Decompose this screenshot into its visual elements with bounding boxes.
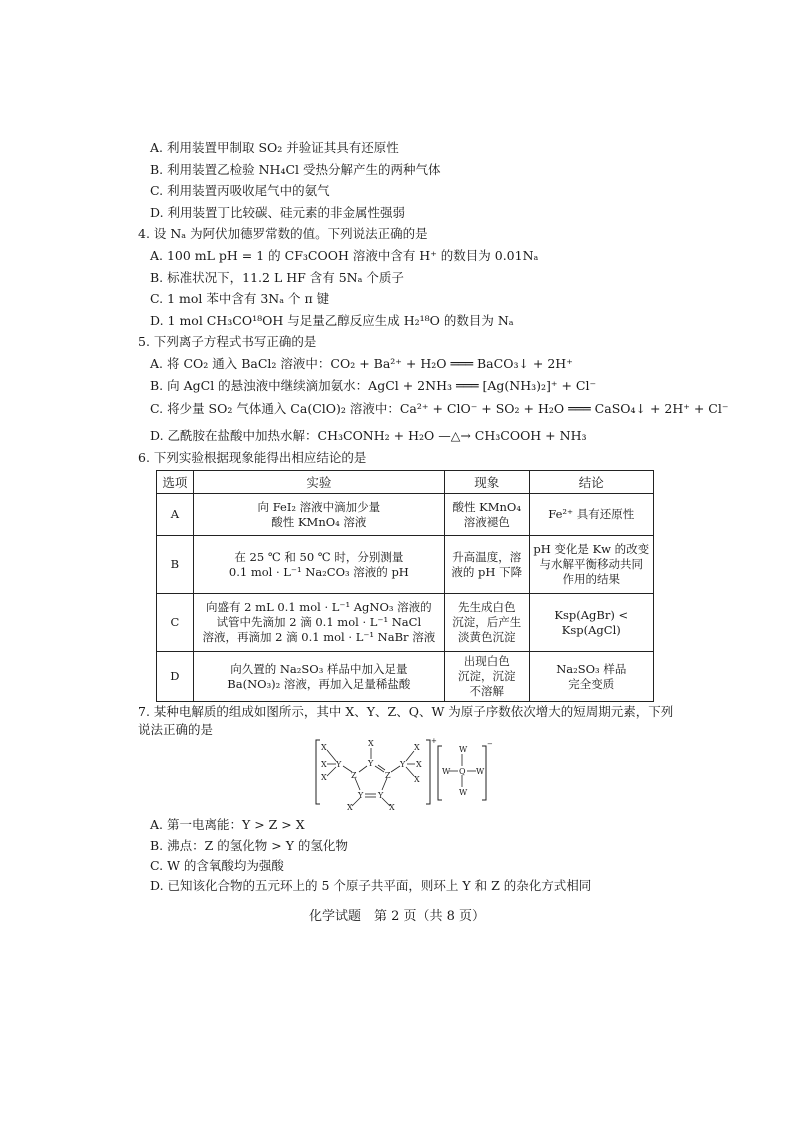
atom-y: Y (378, 791, 384, 800)
atom-y: Y (368, 759, 374, 768)
atom-x: X (416, 760, 422, 769)
row-experiment (193, 652, 444, 702)
header-conclusion: 结论 (529, 471, 653, 494)
cell-line: Ksp(AgCl) (561, 622, 621, 637)
atom-w: W (442, 767, 451, 776)
cell-line: 完全变质 (568, 676, 615, 691)
table-row (157, 594, 654, 652)
cell-line: 出现白色 (463, 654, 510, 668)
q3-option-b: B. 利用装置乙检验 NH₄Cl 受热分解产生的两种气体 (150, 162, 441, 177)
header-phenomenon: 现象 (444, 471, 529, 494)
cell-line: 在 25 ℃ 和 50 ℃ 时，分别测量 (234, 549, 404, 564)
cell-line: 向久置的 Na₂SO₃ 样品中加入足量 (230, 661, 408, 676)
q4-stem: 4. 设 Nₐ 为阿伏加德罗常数的值。下列说法正确的是 (138, 226, 428, 241)
q7-stem-line1: 7. 某种电解质的组成如图所示，其中 X、Y、Z、Q、W 为原子序数依次增大的短周期元素，下列 (138, 704, 674, 719)
cell-line: 试管中先滴加 2 滴 0.1 mol · L⁻¹ NaCl (216, 615, 422, 629)
q5-option-b: B. 向 AgCl 的悬浊液中继续滴加氨水：AgCl + 2NH₃ ═══ [Ag(NH₃)₂]⁺ + Cl⁻ (150, 378, 597, 393)
cell-line: 溶液褪色 (463, 514, 510, 529)
cell-line: 与水解平衡移动共同 (539, 557, 644, 571)
atom-y: Y (400, 760, 406, 769)
table-row (157, 652, 654, 702)
q5-option-c: C. 将少量 SO₂ 气体通入 Ca(ClO)₂ 溶液中：Ca²⁺ + ClO⁻ + SO₂ + H₂O ═══ CaSO₄↓ + 2H⁺ + Cl⁻ (150, 401, 729, 416)
experiment-table (156, 470, 654, 702)
atom-x: X (347, 803, 353, 810)
atom-w: W (459, 788, 468, 797)
q5-option-d: D. 乙酰胺在盐酸中加热水解：CH₃CONH₂ + H₂O —△→ CH₃COOH + NH₃ (150, 428, 587, 443)
cell-line: 先生成白色 (457, 600, 516, 614)
q4-option-b: B. 标准状况下，11.2 L HF 含有 5Nₐ 个质子 (150, 270, 404, 285)
atom-w: W (476, 767, 485, 776)
header-experiment: 实验 (193, 471, 444, 494)
q7-option-d: D. 已知该化合物的五元环上的 5 个原子共平面，则环上 Y 和 Z 的杂化方式相同 (150, 878, 592, 893)
cation-bracket-left (316, 740, 320, 804)
cation-atoms (321, 739, 422, 810)
q4-option-c: C. 1 mol 苯中含有 3Nₐ 个 π 键 (150, 291, 330, 306)
q3-option-a: A. 利用装置甲制取 SO₂ 并验证其具有还原性 (150, 140, 399, 155)
anion-atoms (442, 745, 485, 797)
row-phenomenon (444, 652, 529, 702)
atom-z: Z (385, 771, 391, 780)
cell-line: 酸性 KMnO₄ 溶液 (271, 514, 367, 529)
cell-line: 沉淀，后产生 (452, 615, 522, 629)
q4-option-a: A. 100 mL pH = 1 的 CF₃COOH 溶液中含有 H⁺ 的数目为 0.01Nₐ (150, 248, 539, 263)
cell-line: 0.1 mol · L⁻¹ Na₂CO₃ 溶液的 pH (228, 564, 409, 579)
q5-stem: 5. 下列离子方程式书写正确的是 (138, 334, 317, 349)
cell-line: 向盛有 2 mL 0.1 mol · L⁻¹ AgNO₃ 溶液的 (206, 600, 432, 614)
table-row (157, 536, 654, 594)
atom-z: Z (351, 771, 357, 780)
row-option: C (157, 594, 194, 652)
row-experiment (193, 494, 444, 536)
atom-y: Y (336, 760, 342, 769)
page-footer: 化学试题 第 2 页（共 8 页） (308, 909, 486, 924)
row-phenomenon (444, 594, 529, 652)
anion-charge: − (487, 740, 493, 748)
q7-option-b: B. 沸点：Z 的氢化物 > Y 的氢化物 (150, 838, 348, 853)
atom-x: X (414, 743, 420, 752)
row-conclusion (529, 594, 653, 652)
q3-option-c: C. 利用装置丙吸收尾气中的氨气 (150, 183, 330, 198)
cell-line: 沉淀，沉淀 (457, 669, 516, 683)
atom-x: X (321, 743, 327, 752)
q3-option-d: D. 利用装置丁比较碳、硅元素的非金属性强弱 (150, 205, 406, 220)
row-experiment (193, 536, 444, 594)
q6-stem: 6. 下列实验根据现象能得出相应结论的是 (138, 450, 367, 465)
cell-line: Fe²⁺ 具有还原性 (548, 507, 635, 521)
cell-line: 作用的结果 (562, 572, 621, 586)
q4-option-d: D. 1 mol CH₃CO¹⁸OH 与足量乙醇反应生成 H₂¹⁸O 的数目为 Nₐ (150, 313, 514, 328)
cell-line: 向 FeI₂ 溶液中滴加少量 (257, 499, 381, 514)
cell-line: 淡黄色沉淀 (457, 630, 516, 644)
cell-line: 不溶解 (469, 684, 504, 698)
atom-w: W (459, 745, 468, 754)
atom-x: X (414, 775, 420, 784)
row-phenomenon (444, 536, 529, 594)
cation-charge: + (431, 737, 437, 745)
table-row (157, 494, 654, 536)
cation-bracket-right (426, 740, 430, 804)
header-option: 选项 (157, 471, 194, 494)
structure-diagram (314, 736, 494, 810)
atom-q: Q (459, 767, 466, 776)
atom-x: X (321, 773, 327, 782)
cell-line: 溶液，再滴加 2 滴 0.1 mol · L⁻¹ NaBr 溶液 (202, 630, 436, 644)
q7-stem-line2: 说法正确的是 (138, 722, 214, 737)
q5-option-a: A. 将 CO₂ 通入 BaCl₂ 溶液中：CO₂ + Ba²⁺ + H₂O ═══ BaCO₃↓ + 2H⁺ (150, 356, 573, 371)
q7-option-a: A. 第一电离能：Y > Z > X (150, 817, 305, 832)
row-conclusion (529, 652, 653, 702)
atom-x: X (368, 739, 374, 748)
cell-line: 液的 pH 下降 (451, 564, 523, 579)
row-conclusion (529, 494, 653, 536)
cell-line: Na₂SO₃ 样品 (556, 661, 627, 676)
atom-y: Y (358, 791, 364, 800)
row-option: A (157, 494, 194, 536)
cation-bonds (327, 748, 415, 806)
row-option: B (157, 536, 194, 594)
table-header-row (157, 471, 654, 494)
cell-line: 升高温度，溶 (452, 549, 522, 564)
atom-x: X (389, 803, 395, 810)
atom-x: X (321, 760, 327, 769)
cell-line: pH 变化是 Kw 的改变 (533, 542, 650, 556)
row-phenomenon (444, 494, 529, 536)
row-conclusion (529, 536, 653, 594)
cell-line: Ba(NO₃)₂ 溶液，再加入足量稀盐酸 (227, 676, 411, 691)
cell-line: Ksp(AgBr) < (554, 607, 629, 622)
row-experiment (193, 594, 444, 652)
row-option: D (157, 652, 194, 702)
cell-line: 酸性 KMnO₄ (452, 499, 521, 514)
q7-option-c: C. W 的含氧酸均为强酸 (150, 858, 284, 873)
